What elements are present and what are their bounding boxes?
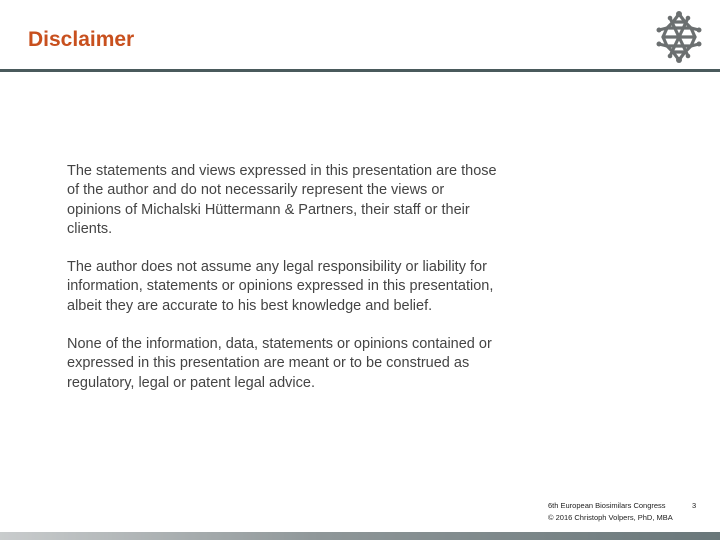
- disclaimer-paragraph: The statements and views expressed in this presentation are those of the author and do not necessarily represent the views or opinions of Michalski Hüttermann & Partners, their staff or their clients.: [67, 163, 497, 237]
- footer-copyright: © 2016 Christoph Volpers, PhD, MBA: [548, 513, 673, 522]
- page-number: 3: [692, 501, 697, 510]
- disclaimer-body: [67, 162, 497, 412]
- title-divider: [0, 69, 720, 72]
- footer-event: 6th European Biosimilars Congress: [548, 501, 666, 510]
- disclaimer-paragraph: The author does not assume any legal responsibility or liability for information, statements or opinions expressed in this presentation, albeit they are accurate to his best knowledge and belief.: [67, 259, 494, 314]
- molecular-cluster-logo-icon: [653, 10, 705, 64]
- disclaimer-paragraph: None of the information, data, statements or opinions contained or expressed in this presentation are meant or to be construed as regulatory, legal or patent legal advice.: [67, 336, 492, 391]
- bottom-decorative-bar: [0, 532, 720, 540]
- slide-footer: [548, 500, 698, 524]
- slide-title: Disclaimer: [28, 28, 135, 51]
